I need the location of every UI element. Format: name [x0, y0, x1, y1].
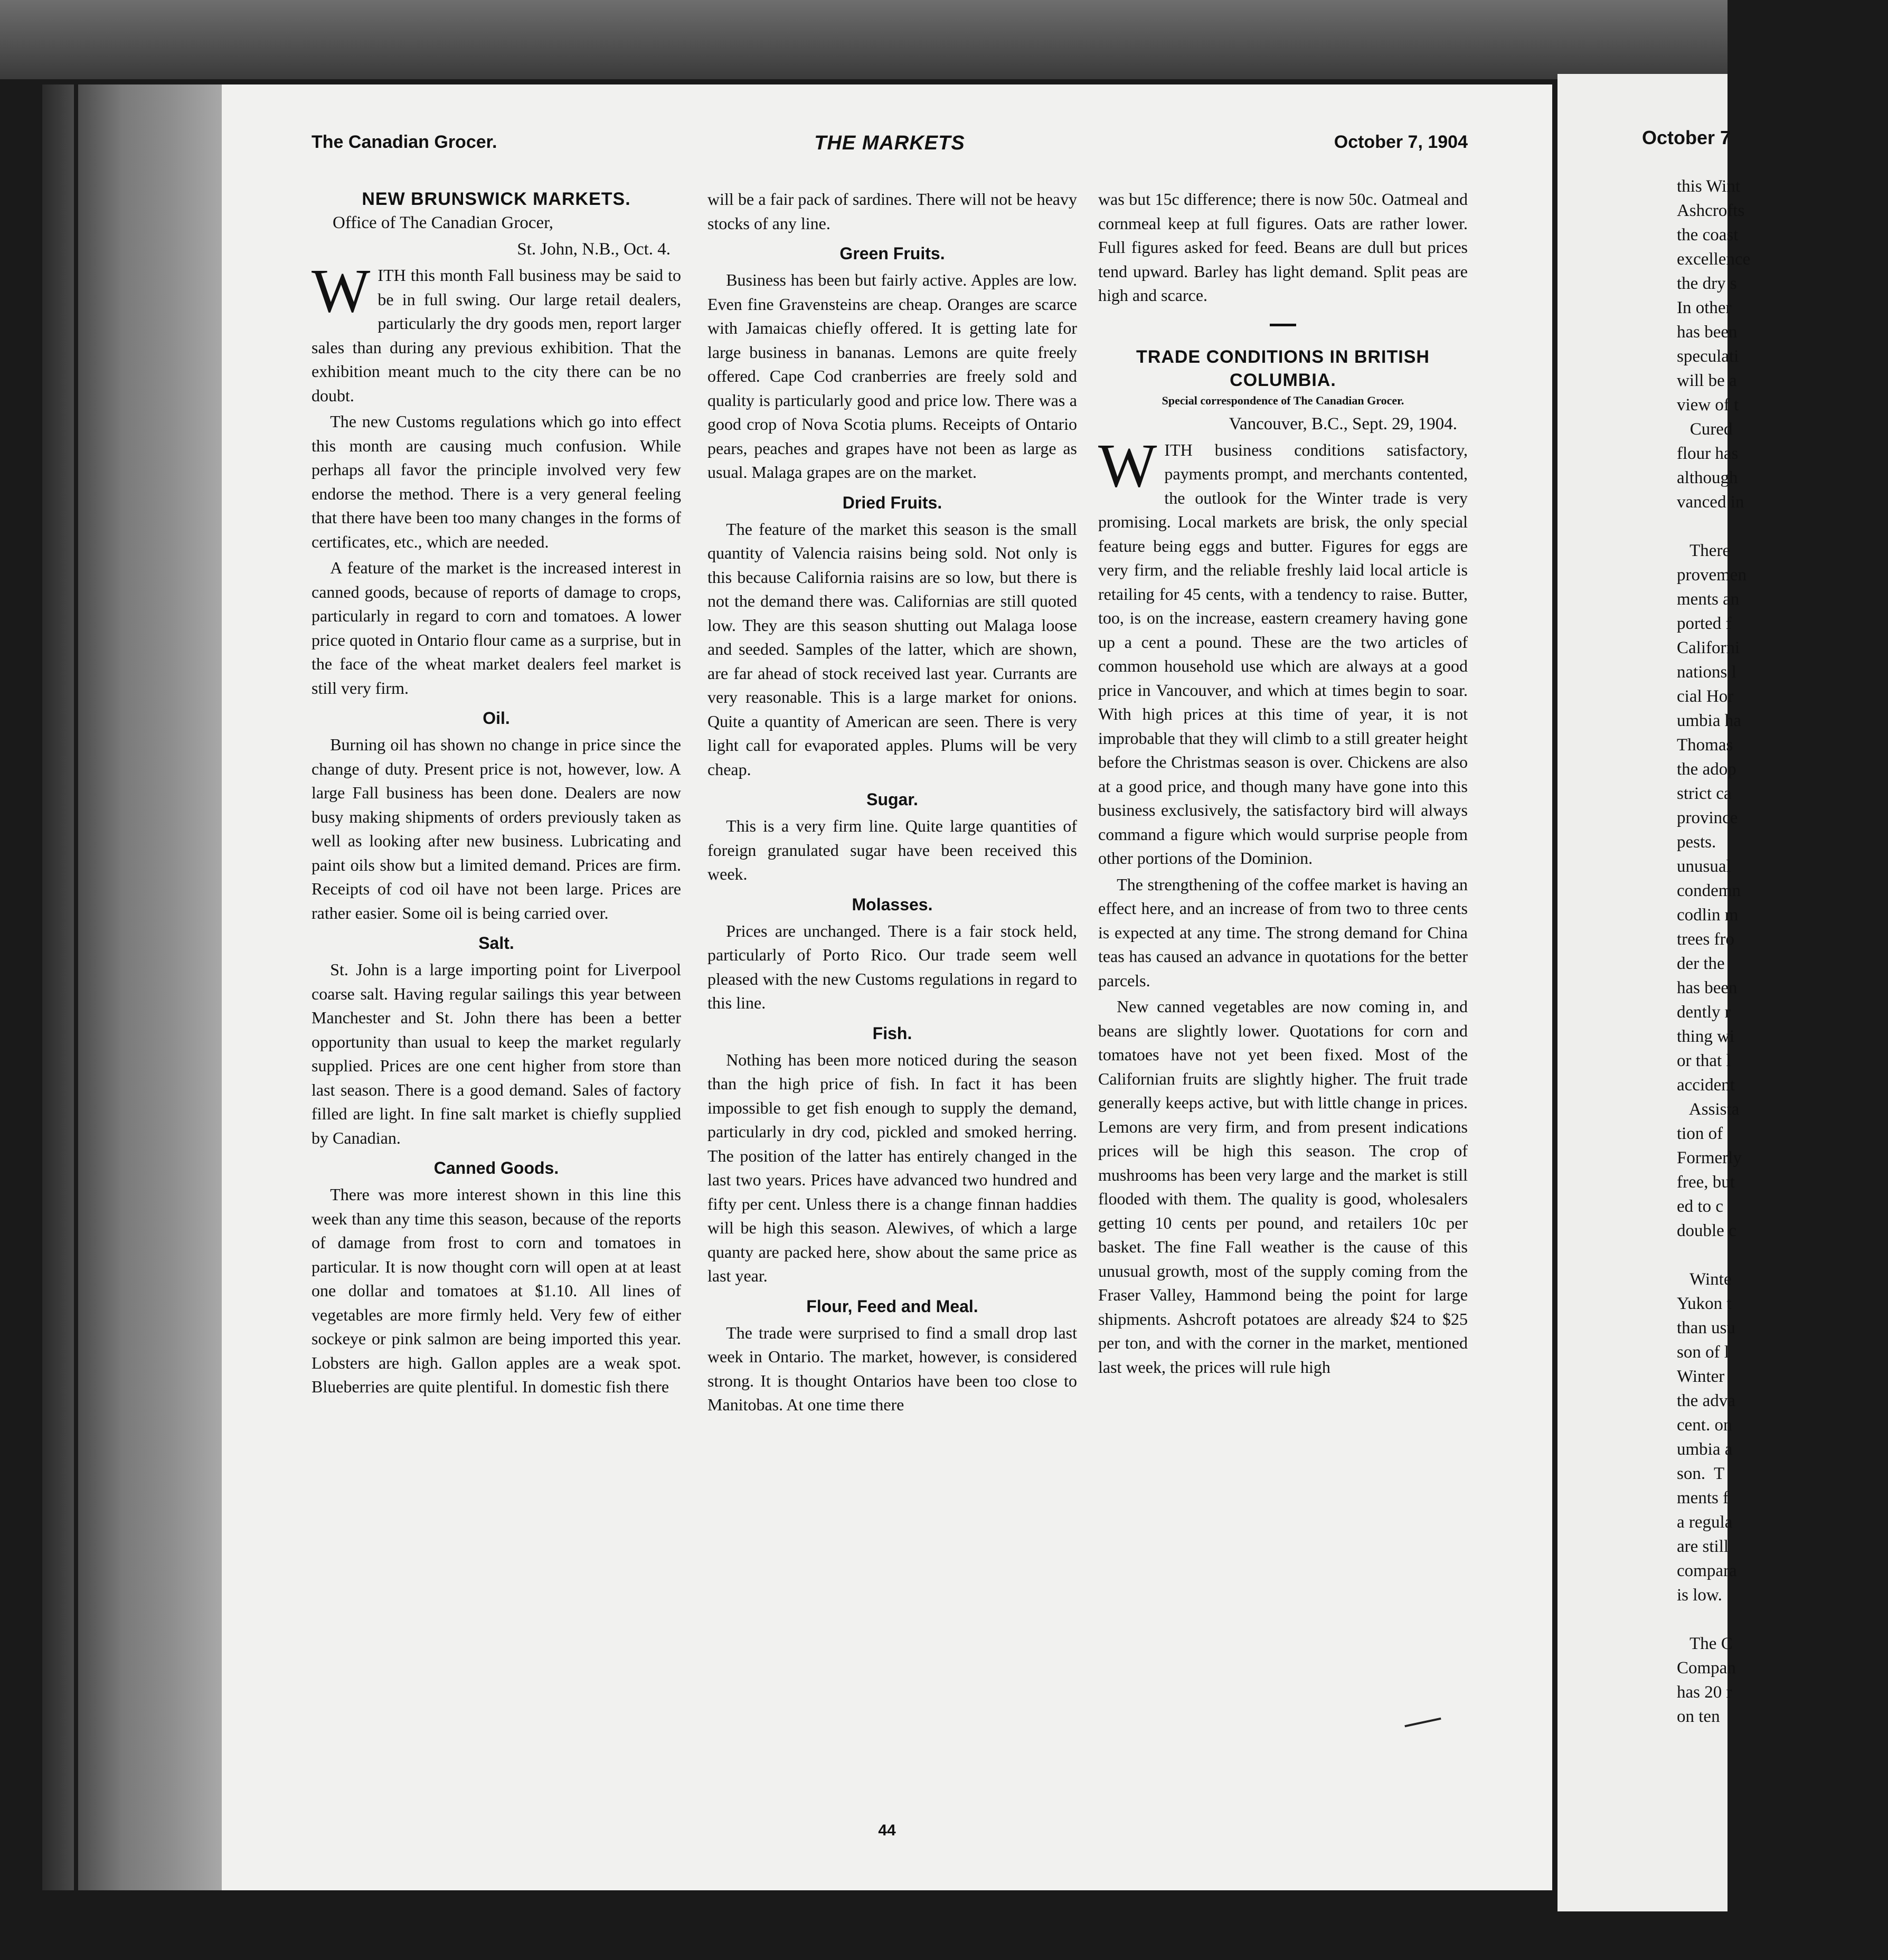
dateline-vancouver: Vancouver, B.C., Sept. 29, 1904. [1229, 414, 1457, 434]
facing-page-text: this Wint Ashcrofts the coast excellence the dry s In other has been speculati will be a view of t Cured flour has although vanced in There provemen ments an ported f Californi nations l cial Hor umbia ha Thomas the adop strict ca province pests. unusual condemn codlin m trees fro der the has been dently r thing wi or that l accident Assista tion of Formerly free, but ed to c double c Winte Yukon t than usu son of l Winter the adva cent. on umbia a son. T ments f a regula are still compara is low. The C Compan has 20 r on ten [1677, 177, 1751, 1726]
intro-paragraph-3: A feature of the market is the increased interest in canned goods, because of reports of damage to crops, particularly in regard to corn and tomatoes. A lower price quoted in Ontario flour came as a surprise, but in the face of the wheat market dealers feel market is still very firm. [311, 558, 681, 698]
canned-paragraph: There was more interest shown in this line this week than any time this season, because of the reports of damage from frost to corn and tomatoes in particular. It is now thought corn will open at at least one dollar and tomatoes at $1.10. All lines of vegetables are more firmly held. Very few of either sockeye or pink salmon are being imported this year. Lobsters are high. Gallon apples are a weak spot. Blueberries are quite plentiful. In domestic fish there [311, 1185, 681, 1396]
molasses-paragraph: Prices are unchanged. There is a fair stock held, particularly of Porto Rico. Our trade seem well pleased with the new Customs regulations in regard to this line. [707, 921, 1077, 1012]
subhead-canned-goods: Canned Goods. [433, 1158, 559, 1177]
subhead-flour-feed-meal: Flour, Feed and Meal. [806, 1296, 978, 1316]
oil-paragraph: Burning oil has shown no change in price since the change of duty. Present price is not, however, low. A large Fall business has been done. Dealers are now busy making shipments of orders previously taken as well as looking after new business. Lubricating and paint oils show but a limited demand. Prices are firm. Receipts of cod oil have not been large. Prices are rather easier. Some oil is being carried over. [311, 735, 681, 922]
publication-name: The Canadian Grocer. [311, 132, 497, 152]
subhead-fish: Fish. [872, 1023, 912, 1043]
column-3 [1098, 187, 1468, 1381]
section-divider [1270, 324, 1296, 326]
subhead-sugar: Sugar. [866, 790, 918, 809]
scan-background [0, 0, 1727, 79]
page-number: 44 [878, 1822, 896, 1839]
article-title-new-brunswick: NEW BRUNSWICK MARKETS. [362, 189, 631, 209]
intro-paragraph-2: The new Customs regulations which go into effect this month are causing much confusion. While perhaps all favor the principle involved very few endorse the method. There is a very general feeling that there have been too many changes in the forms of certificates, etc., which are needed. [311, 412, 681, 551]
column-1 [311, 187, 681, 1401]
fish-paragraph: Nothing has been more noticed during the season than the high price of fish. In fact it has been impossible to get fish enough to supply the demand, particularly in dry cod, pickled and smoked herring. The position of the latter has entirely changed in the last two years. Prices have advanced two hundred and fifty per cent. Unless there is a change finnan haddies will be high this season. Alewives, of which a large quanty are packed here, show about the same price as last year. [707, 1050, 1077, 1285]
pen-mark [1404, 1718, 1441, 1727]
sugar-paragraph: This is a very firm line. Quite large quantities of foreign granulated sugar have been received this week. [707, 816, 1077, 883]
intro-paragraph-1: WITH this month Fall business may be said to be in full swing. Our large retail dealers, particularly the dry goods men, report larger sales than during any previous exhibition. That the exhibition meant much to the city there can be no doubt. [311, 256, 681, 405]
subhead-dried-fruits: Dried Fruits. [842, 493, 942, 512]
salt-paragraph: St. John is a large importing point for Liverpool coarse salt. Having regular sailings this year between Manchester and St. John there has been a better opportunity than usual to keep the market regularly supplied. Prices are one cent higher from store than last season. There is a good demand. Sales of factory filled are light. In fine salt market is chiefly supplied by Canadian. [311, 960, 681, 1147]
drop-cap: W [311, 256, 371, 325]
drop-cap: W [1098, 430, 1157, 500]
newspaper-page [222, 84, 1552, 1890]
bc-paragraph-2: The strengthening of the coffee market is having an effect here, and an increase of from two to three cents is expected at any time. The strong demand for China teas has caused an advance in quotations for the better parcels. [1098, 874, 1468, 990]
bc-paragraph-1: WITH business conditions satisfactory, payments prompt, and merchants contented, the outlook for the Winter trade is very promising. Local markets are brisk, the only special feature being eggs and butter. Figures for eggs are very firm, and the reliable freshly laid local article is retailing for 45 cents, with a tendency to raise. Butter, too, is on the increase, eastern creamery having gone up a cent a pound. These are the two articles of common household use which are always at a good price in Vancouver, and which at times begin to soar. With high prices at this time of year, it is not improbable that they will climb to a still greater height before the Christmas season is over. Chickens are also at a good price, and though many have gone into this business exclusively, the satisfactory bird will always command a figure which would surprise people from other portions of the Dominion. [1098, 430, 1468, 868]
subhead-oil: Oil. [483, 709, 510, 728]
book-binding [42, 84, 222, 1890]
subhead-salt: Salt. [478, 934, 514, 953]
bc-paragraph-3: New canned vegetables are now coming in, and beans are slightly lower. Quotations for corn and tomatoes have not yet been fixed. Most of the Californian fruits are slightly higher. The fruit trade generally keeps active, but with little change in prices. Lemons are very firm, and from present indications prices will be high this season. The crop of mushrooms has been very large and the market is still flooded with them. The quality is good, wholesalers getting 10 cents per pound, and retailers 10c per basket. The fine Fall weather is the cause of this unusual growth, most of the supply coming from the Fraser Valley, Hammond being the point for large shipments. Ashcroft potatoes are already $24 to $25 per ton, and with the corner in the market, mentioned last week, the prices will rule high [1098, 997, 1468, 1377]
article-title-british-columbia: TRADE CONDITIONS IN BRITISH COLUMBIA. [1136, 346, 1430, 390]
special-correspondence-line: Special correspondence of The Canadian Grocer. [1162, 393, 1404, 407]
section-title: THE MARKETS [814, 132, 965, 154]
issue-date: October 7, 1904 [1334, 132, 1468, 152]
page-header [311, 132, 1468, 164]
canned-paragraph-continued: will be a fair pack of sardines. There will not be heavy stocks of any line. [707, 190, 1077, 233]
subhead-molasses: Molasses. [852, 894, 933, 914]
column-2 [707, 187, 1077, 1419]
dried-fruits-paragraph: The feature of the market this season is the small quantity of Valencia raisins being sold. Not only is this because California raisins are so low, but there is not the demand there was. Californias are still quoted low. They are this season shutting out Malaga loose and seeded. Samples of the latter, which are shown, are far ahead of stock received last year. Currants are very reasonable. This is a large market for onions. Quite a quantity of American are seen. There is very light call for evaporated apples. Plums will be very cheap. [707, 519, 1077, 779]
facing-page-fragment [1557, 74, 1751, 1911]
dateline: St. John, N.B., Oct. 4. [517, 240, 671, 259]
flour-paragraph: The trade were surprised to find a small drop last week in Ontario. The market, however, is considered strong. It is thought Ontarios have been too close to Manitobas. At one time there [707, 1323, 1077, 1414]
facing-page-header: October 7 [1642, 127, 1731, 148]
subhead-green-fruits: Green Fruits. [839, 244, 945, 263]
office-line: Office of The Canadian Grocer, [333, 213, 554, 232]
green-fruits-paragraph: Business has been but fairly active. Apples are low. Even fine Gravensteins are cheap. Oranges are scarce with Jamaicas chiefly offered. It is getting late for large business in bananas. Lemons are quite freely offered. Cape Cod cranberries are freely sold and quality is particularly good and price low. There was a good crop of Nova Scotia plums. Receipts of Ontario pears, peaches and grapes have not been as large as usual. Malaga grapes are on the market. [707, 270, 1077, 482]
flour-paragraph-continued: was but 15c difference; there is now 50c. Oatmeal and cornmeal keep at full figures. Oats are rather lower. Full figures asked for feed. Beans are dull but prices tend upward. Barley has light demand. Split peas are high and scarce. [1098, 190, 1468, 305]
